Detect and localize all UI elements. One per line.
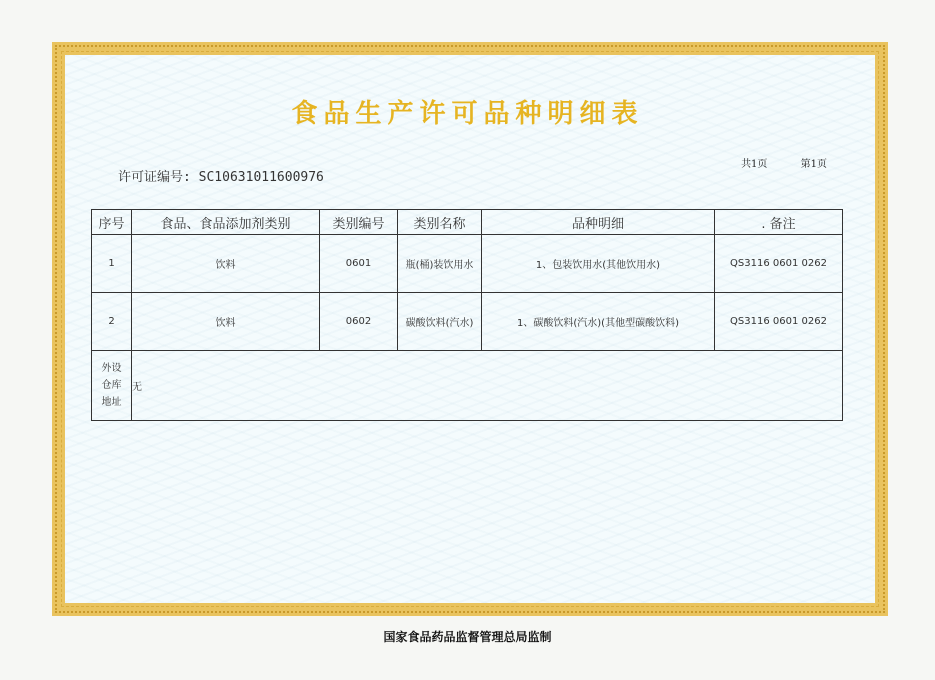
header-name: 类别名称 — [398, 210, 482, 235]
page-info — [741, 155, 827, 170]
cell-category: 饮料 — [132, 235, 320, 293]
cell-category: 饮料 — [132, 293, 320, 351]
storage-address-value: 无 — [132, 351, 843, 421]
header-detail: 品种明细 — [482, 210, 715, 235]
page-total: 共1页 — [741, 159, 768, 170]
cell-code: 0601 — [320, 235, 398, 293]
cell-detail: 1、碳酸饮料(汽水)(其他型碳酸饮料) — [482, 293, 715, 351]
cell-code: 0602 — [320, 293, 398, 351]
storage-label-line: 仓库 — [101, 380, 122, 391]
page-title: 食品生产许可品种明细表 — [291, 99, 644, 129]
cell-name: 瓶(桶)装饮用水 — [398, 235, 482, 293]
cell-detail: 1、包装饮用水(其他饮用水) — [482, 235, 715, 293]
storage-address-row — [92, 351, 843, 421]
cell-remark: QS3116 0601 0262 — [715, 293, 843, 351]
header-code: 类别编号 — [320, 210, 398, 235]
header-seq: 序号 — [92, 210, 132, 235]
cell-remark: QS3116 0601 0262 — [715, 235, 843, 293]
header-remark: . 备注 — [715, 210, 843, 235]
license-number: SC10631011600976 — [198, 170, 324, 185]
cell-name: 碳酸饮料(汽水) — [398, 293, 482, 351]
table-header-row — [92, 210, 843, 235]
footer-issuer: 国家食品药品监督管理总局监制 — [383, 630, 552, 644]
table-row — [92, 293, 843, 351]
storage-address-label — [92, 351, 132, 421]
header-category: 食品、食品添加剂类别 — [132, 210, 320, 235]
storage-label-line: 外设 — [101, 363, 122, 374]
cell-seq: 2 — [92, 293, 132, 351]
license-number-line — [118, 166, 324, 185]
cell-seq: 1 — [92, 235, 132, 293]
license-label: 许可证编号: — [118, 170, 191, 185]
table-row — [92, 235, 843, 293]
page-current: 第1页 — [800, 159, 827, 170]
storage-label-line: 地址 — [101, 397, 122, 408]
variety-detail-table — [91, 209, 843, 421]
